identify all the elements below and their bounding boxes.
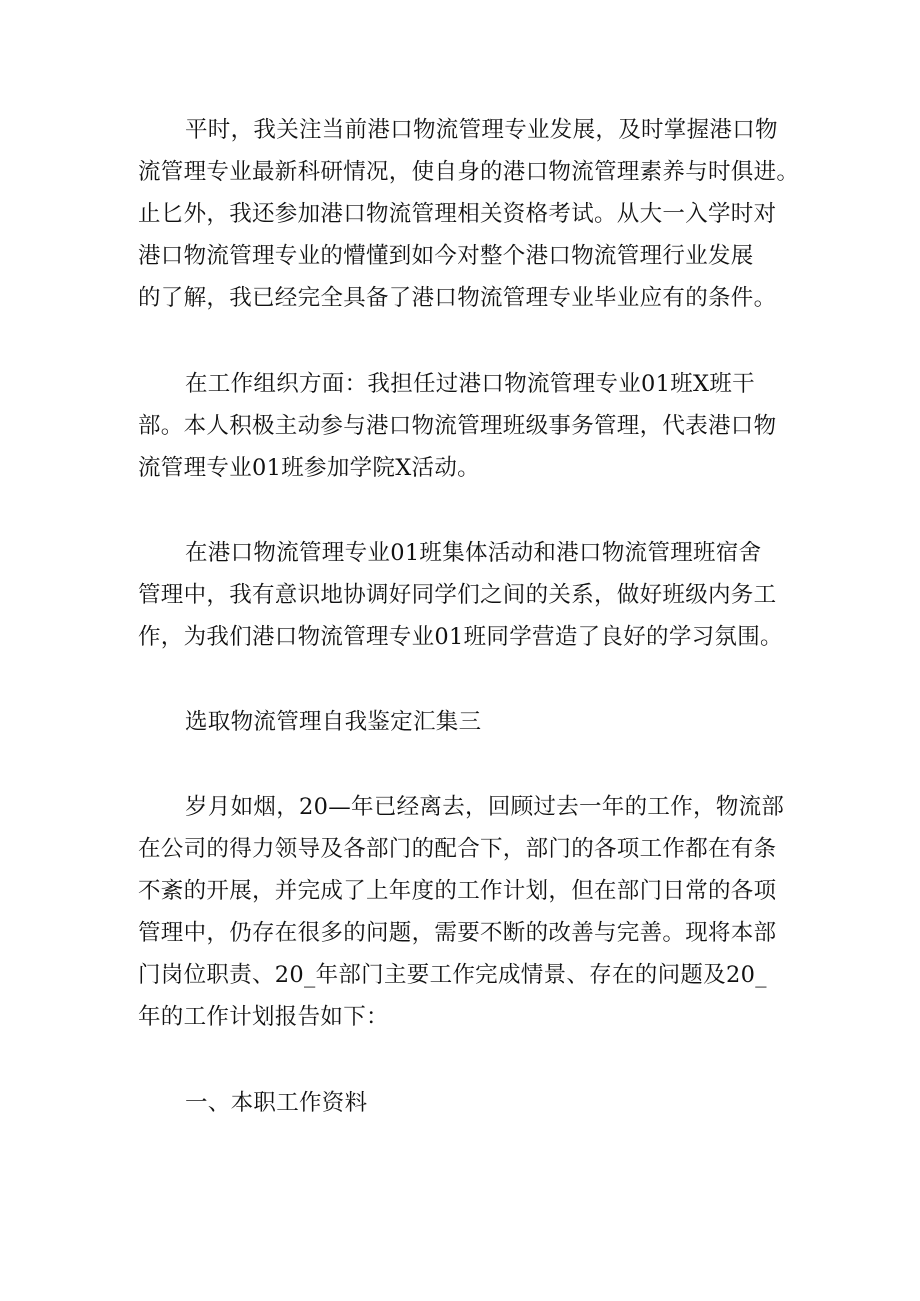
heading-line: 选取物流管理自我鉴定汇集三 — [185, 709, 482, 735]
paragraph-study — [138, 109, 818, 319]
text-line: 部。本人积极主动参与港口物流管理班级事务管理，代表港口物 — [138, 413, 777, 439]
text-line: 管理中，仍存在很多的问题，需要不断的改善与完善。现将本部 — [138, 920, 777, 946]
text-line: 年的工作计划报告如下： — [138, 1004, 389, 1030]
text-line: 管理中，我有意识地协调好同学们之间的关系，做好班级内务工 — [138, 582, 777, 608]
text-line: 岁月如烟，20—年已经离去，回顾过去一年的工作，物流部 — [185, 794, 785, 820]
section-heading — [138, 701, 818, 743]
text-line: 门岗位职责、20_年部门主要工作完成情景、存在的问题及20_ — [138, 962, 767, 988]
paragraph-class-activities — [138, 532, 818, 658]
text-line: 止匕外，我还参加港口物流管理相关资格考试。从大一入学时对 — [138, 201, 777, 227]
paragraph-annual-review — [138, 786, 818, 1038]
text-line: 的了解，我已经完全具备了港口物流管理专业毕业应有的条件。 — [138, 285, 777, 311]
text-line: 流管理专业最新科研情况，使自身的港口物流管理素养与时俱进。 — [138, 159, 800, 185]
text-line: 流管理专业01班参加学院X活动。 — [138, 455, 480, 481]
text-line: 作，为我们港口物流管理专业01班同学营造了良好的学习氛围。 — [138, 624, 783, 650]
text-line: 在港口物流管理专业01班集体活动和港口物流管理班宿舍 — [185, 540, 762, 566]
text-line: 港口物流管理专业的懵懂到如今对整个港口物流管理行业发展 — [138, 243, 754, 269]
heading-line: 一、本职工作资料 — [185, 1090, 368, 1116]
text-line: 在工作组织方面：我担任过港口物流管理专业01班X班干 — [185, 371, 755, 397]
subsection-heading — [138, 1082, 818, 1124]
paragraph-work-organization — [138, 363, 818, 489]
text-line: 不紊的开展，并完成了上年度的工作计划，但在部门日常的各项 — [138, 878, 777, 904]
text-line: 平时，我关注当前港口物流管理专业发展，及时掌握港口物 — [185, 117, 778, 143]
text-line: 在公司的得力领导及各部门的配合下，部门的各项工作都在有条 — [138, 836, 777, 862]
